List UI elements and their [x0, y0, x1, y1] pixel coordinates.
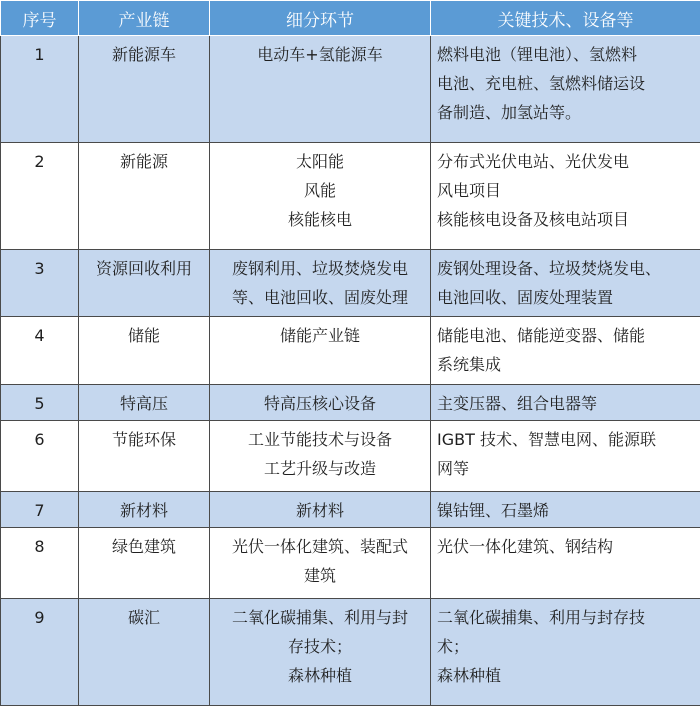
cell-segment-line: 工艺升级与改造 [214, 454, 426, 483]
cell-tech-line: IGBT 技术、智慧电网、能源联 [437, 425, 696, 454]
cell-no: 4 [1, 317, 79, 385]
cell-chain: 绿色建筑 [79, 528, 210, 599]
cell-tech-line: 储能电池、储能逆变器、储能 [437, 321, 696, 350]
cell-no: 7 [1, 492, 79, 528]
cell-segment-line: 核能核电 [214, 205, 426, 234]
cell-segment [210, 421, 431, 492]
cell-tech-line: 森林种植 [437, 661, 696, 690]
cell-chain: 新材料 [79, 492, 210, 528]
cell-segment-line: 二氧化碳捕集、利用与封 [214, 603, 426, 632]
cell-tech-line: 分布式光伏电站、光伏发电 [437, 147, 696, 176]
cell-tech-line: 二氧化碳捕集、利用与封存技 [437, 603, 696, 632]
cell-tech-line: 光伏一体化建筑、钢结构 [437, 532, 696, 561]
cell-chain: 储能 [79, 317, 210, 385]
cell-tech-line: 废钢处理设备、垃圾焚烧发电、 [437, 254, 696, 283]
cell-segment [210, 36, 431, 143]
cell-segment-line: 废钢利用、垃圾焚烧发电 [214, 254, 426, 283]
cell-tech [431, 421, 700, 492]
cell-segment [210, 599, 431, 706]
cell-no: 8 [1, 528, 79, 599]
cell-tech [431, 599, 700, 706]
table-row [1, 421, 700, 492]
cell-segment [210, 250, 431, 317]
cell-segment-line: 风能 [214, 176, 426, 205]
cell-segment [210, 143, 431, 250]
cell-segment-line: 电动车+氢能源车 [214, 40, 426, 69]
table-row [1, 250, 700, 317]
cell-tech [431, 143, 700, 250]
cell-segment [210, 317, 431, 385]
cell-tech-line: 术； [437, 632, 696, 661]
cell-tech [431, 250, 700, 317]
cell-tech-line: 主变压器、组合电器等 [437, 389, 696, 418]
cell-tech-line: 电池回收、固废处理装置 [437, 283, 696, 312]
cell-segment-line: 特高压核心设备 [214, 389, 426, 418]
cell-segment-line: 等、电池回收、固废处理 [214, 283, 426, 312]
cell-tech-line: 电池、充电桩、氢燃料储运设 [437, 69, 696, 98]
table-row [1, 36, 700, 143]
cell-segment [210, 385, 431, 421]
cell-no: 3 [1, 250, 79, 317]
cell-tech-line: 风电项目 [437, 176, 696, 205]
cell-chain: 特高压 [79, 385, 210, 421]
cell-tech-line: 燃料电池（锂电池）、氢燃料 [437, 40, 696, 69]
cell-tech-line: 镍钴锂、石墨烯 [437, 496, 696, 525]
cell-tech-line: 备制造、加氢站等。 [437, 98, 696, 127]
table-row [1, 528, 700, 599]
cell-segment [210, 528, 431, 599]
cell-segment-line: 建筑 [214, 561, 426, 590]
cell-chain: 碳汇 [79, 599, 210, 706]
cell-no: 5 [1, 385, 79, 421]
table-body [1, 36, 700, 706]
header-row [1, 1, 700, 36]
table-row [1, 599, 700, 706]
cell-no: 1 [1, 36, 79, 143]
header-chain: 产业链 [79, 1, 210, 36]
cell-tech [431, 528, 700, 599]
cell-chain: 新能源 [79, 143, 210, 250]
header-segment: 细分环节 [210, 1, 431, 36]
cell-tech-line: 核能核电设备及核电站项目 [437, 205, 696, 234]
cell-tech [431, 385, 700, 421]
cell-tech [431, 317, 700, 385]
cell-segment-line: 新材料 [214, 496, 426, 525]
cell-segment-line: 光伏一体化建筑、装配式 [214, 532, 426, 561]
cell-no: 6 [1, 421, 79, 492]
cell-segment [210, 492, 431, 528]
header-tech: 关键技术、设备等 [431, 1, 700, 36]
cell-segment-line: 森林种植 [214, 661, 426, 690]
cell-segment-line: 太阳能 [214, 147, 426, 176]
cell-segment-line: 储能产业链 [214, 321, 426, 350]
table-row [1, 317, 700, 385]
cell-segment-line: 存技术； [214, 632, 426, 661]
cell-segment-line: 工业节能技术与设备 [214, 425, 426, 454]
table-row [1, 385, 700, 421]
cell-chain: 新能源车 [79, 36, 210, 143]
header-no: 序号 [1, 1, 79, 36]
table-row [1, 492, 700, 528]
cell-tech-line: 系统集成 [437, 350, 696, 379]
cell-tech [431, 36, 700, 143]
cell-tech [431, 492, 700, 528]
table-row [1, 143, 700, 250]
cell-chain: 资源回收利用 [79, 250, 210, 317]
cell-chain: 节能环保 [79, 421, 210, 492]
cell-no: 9 [1, 599, 79, 706]
cell-no: 2 [1, 143, 79, 250]
cell-tech-line: 网等 [437, 454, 696, 483]
